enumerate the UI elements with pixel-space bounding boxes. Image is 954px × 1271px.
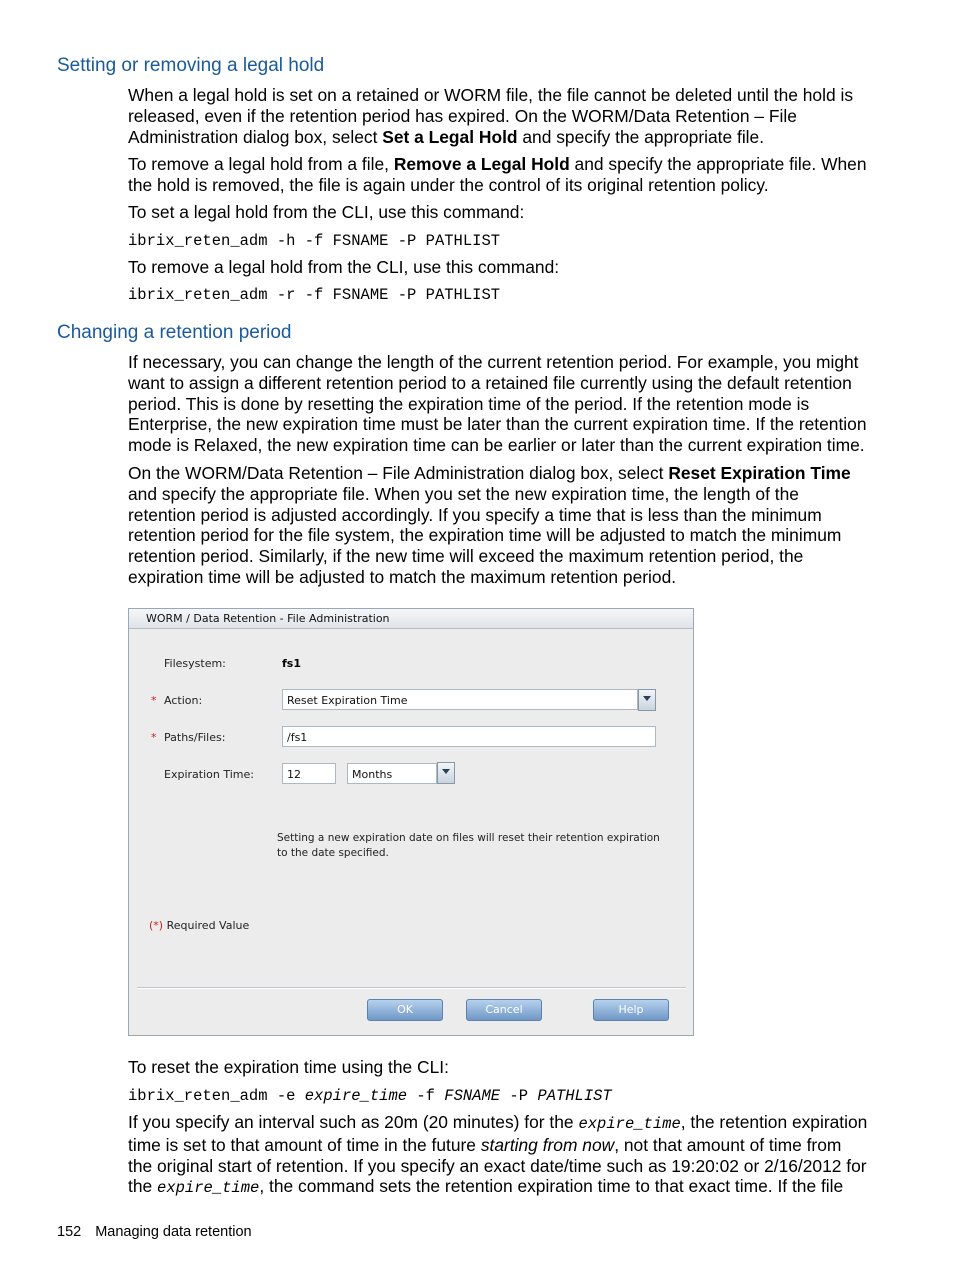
- action-label: Action:: [164, 694, 203, 707]
- paragraph: If you specify an interval such as 20m (20 minutes) for the expire_time, the retention expiration time is set to that amount of time in the future starting from now, not that amount of time from the original start of retention. If you specify an exact date/time such as 19:20:02 or 2/16/2012 for the expire_time, the command sets the retention expiration time to that exact time. If the file: [128, 1112, 868, 1198]
- paragraph: If necessary, you can change the length of the current retention period. For example, you might want to assign a different retention period to a retained file currently using the default retention period. This is done by resetting the expiration time of the period. If the retention mode is Enterprise, the new expiration time must be later than the current expiration time. If the retention mode is Relaxed, the new expiration time can be earlier or later than the current expiration time.: [128, 352, 867, 456]
- required-legend: (*) Required Value: [149, 919, 250, 932]
- dialog-title: WORM / Data Retention - File Administration: [129, 609, 693, 629]
- page-number: 152: [57, 1224, 82, 1240]
- chevron-down-icon[interactable]: [638, 689, 656, 711]
- required-asterisk: *: [151, 731, 157, 744]
- required-asterisk: *: [151, 694, 157, 707]
- paragraph: To remove a legal hold from a file, Remove a Legal Hold and specify the appropriate file. When the hold is removed, the file is again under the control of its original retention policy.: [128, 154, 867, 195]
- unit-select[interactable]: Months: [347, 763, 437, 784]
- paragraph: On the WORM/Data Retention – File Administration dialog box, select Reset Expiration Time and specify the appropriate file. When you set the new expiration time, the length of the retention period is adjusted accordingly. If you specify a time that is less than the minimum retention period for the file system, the expiration time will be adjusted to match the minimum retention period. Similarly, if the new time will exceed the maximum retention period, the expiration time will be adjusted to match the maximum retention period.: [128, 463, 851, 587]
- filesystem-value: fs1: [282, 657, 301, 670]
- section-heading-retention-period: Changing a retention period: [57, 322, 292, 343]
- paragraph: To set a legal hold from the CLI, use this command:: [128, 202, 525, 222]
- code-line: ibrix_reten_adm -r -f FSNAME -P PATHLIST: [128, 286, 501, 304]
- expiration-time-input[interactable]: 12: [282, 763, 336, 784]
- paths-input[interactable]: /fs1: [282, 726, 656, 747]
- help-button[interactable]: Help: [593, 999, 669, 1021]
- chevron-down-icon[interactable]: [437, 762, 455, 784]
- filesystem-label: Filesystem:: [164, 657, 226, 670]
- dialog-note: Setting a new expiration date on files will reset their retention expiration to the date specified.: [277, 832, 660, 859]
- paths-label: Paths/Files:: [164, 731, 226, 744]
- code-line: ibrix_reten_adm -h -f FSNAME -P PATHLIST: [128, 232, 501, 250]
- paragraph: To reset the expiration time using the CLI:: [128, 1057, 449, 1077]
- expiration-time-label: Expiration Time:: [164, 768, 254, 781]
- chapter-title: Managing data retention: [95, 1224, 252, 1240]
- page-footer: [57, 1224, 266, 1240]
- ok-button[interactable]: OK: [367, 999, 443, 1021]
- paragraph: When a legal hold is set on a retained or WORM file, the file cannot be deleted until the hold is released, even if the retention period has expired. On the WORM/Data Retention – File Administration dialog box, select Set a Legal Hold and specify the appropriate file.: [128, 85, 854, 147]
- cancel-button[interactable]: Cancel: [466, 999, 542, 1021]
- section-heading-legal-hold: Setting or removing a legal hold: [57, 55, 325, 76]
- file-administration-dialog: [128, 608, 694, 1036]
- action-select[interactable]: Reset Expiration Time: [282, 689, 638, 710]
- code-line: ibrix_reten_adm -e expire_time -f FSNAME -P PATHLIST: [128, 1087, 612, 1105]
- paragraph: To remove a legal hold from the CLI, use this command:: [128, 257, 560, 277]
- divider: [137, 987, 686, 989]
